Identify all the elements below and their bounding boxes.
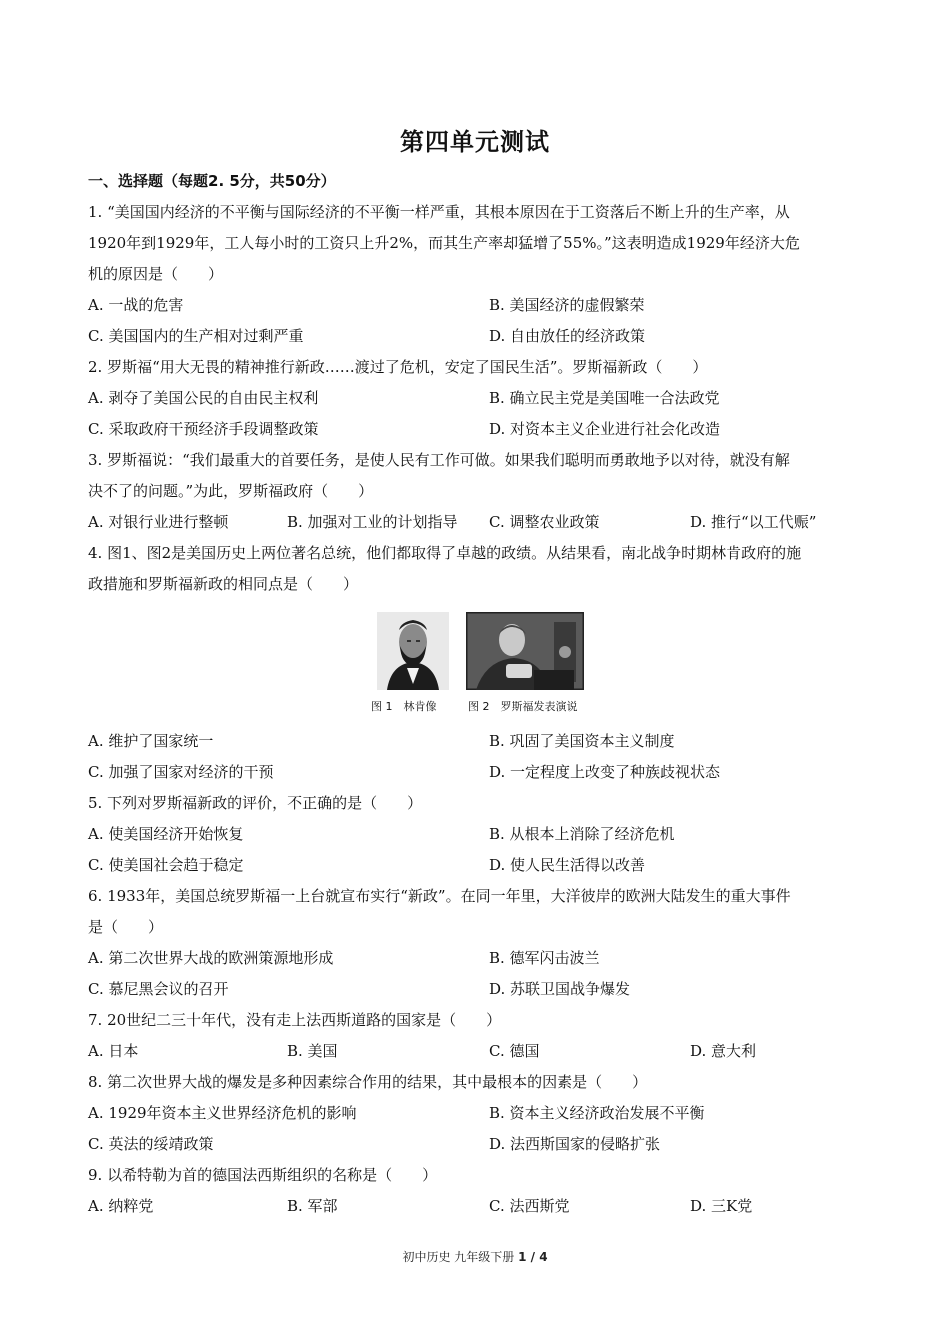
q5-option-c: C. 使美国社会趋于稳定: [88, 856, 244, 874]
question-8-line-1: 8. 第二次世界大战的爆发是多种因素综合作用的结果，其中最根本的因素是（ ）: [88, 1073, 648, 1091]
question-1-line-3: 机的原因是（ ）: [88, 265, 224, 283]
q7-option-c: C. 德国: [489, 1042, 540, 1060]
figure-2-caption: 图 2 罗斯福发表演说: [468, 700, 578, 713]
q6-option-b: B. 德军闪击波兰: [489, 949, 600, 967]
question-1-line-2: 1920年到1929年，工人每小时的工资只上升2%，而其生产率却猛增了55%。”这表明造成1929年经济大危: [88, 234, 800, 252]
question-4-figure: [373, 612, 593, 714]
q7-option-a: A. 日本: [88, 1042, 139, 1060]
figure-1-caption: 图 1 林肯像: [371, 700, 437, 713]
q3-option-a: A. 对银行业进行整顿: [88, 513, 229, 531]
lincoln-portrait-image: [377, 612, 449, 690]
q9-option-a: A. 纳粹党: [88, 1197, 154, 1215]
q4-option-a: A. 维护了国家统一: [88, 732, 214, 750]
question-7-line-1: 7. 20世纪二三十年代，没有走上法西斯道路的国家是（ ）: [88, 1011, 502, 1029]
q1-option-d: D. 自由放任的经济政策: [489, 327, 646, 345]
page-title: 第四单元测试: [400, 128, 550, 156]
section-heading: 一、选择题（每题2. 5分，共50分）: [88, 172, 336, 190]
q5-option-d: D. 使人民生活得以改善: [489, 856, 646, 874]
q7-option-d: D. 意大利: [690, 1042, 757, 1060]
q3-option-c: C. 调整农业政策: [489, 513, 600, 531]
q4-option-c: C. 加强了国家对经济的干预: [88, 763, 274, 781]
question-4-line-2: 政措施和罗斯福新政的相同点是（ ）: [88, 575, 359, 593]
question-1-line-1: 1. “美国国内经济的不平衡与国际经济的不平衡一样严重，其根本原因在于工资落后不断上升的生产率，从: [88, 203, 790, 221]
question-3-line-2: 决不了的问题。”为此，罗斯福政府（ ）: [88, 482, 374, 500]
q9-option-b: B. 军部: [287, 1197, 338, 1215]
q2-option-a: A. 剥夺了美国公民的自由民主权利: [88, 389, 319, 407]
q5-option-a: A. 使美国经济开始恢复: [88, 825, 244, 843]
q8-option-c: C. 英法的绥靖政策: [88, 1135, 214, 1153]
q4-option-b: B. 巩固了美国资本主义制度: [489, 732, 675, 750]
q8-option-a: A. 1929年资本主义世界经济危机的影响: [88, 1104, 357, 1122]
q2-option-d: D. 对资本主义企业进行社会化改造: [489, 420, 721, 438]
question-5-line-1: 5. 下列对罗斯福新政的评价，不正确的是（ ）: [88, 794, 423, 812]
q2-option-c: C. 采取政府干预经济手段调整政策: [88, 420, 319, 438]
question-2-line-1: 2. 罗斯福“用大无畏的精神推行新政……渡过了危机，安定了国民生活”。罗斯福新政（ ）: [88, 358, 708, 376]
q9-option-c: C. 法西斯党: [489, 1197, 570, 1215]
page-number: 1 / 4: [518, 1250, 548, 1264]
q6-option-c: C. 慕尼黑会议的召开: [88, 980, 229, 998]
q8-option-b: B. 资本主义经济政治发展不平衡: [489, 1104, 705, 1122]
q1-option-c: C. 美国国内的生产相对过剩严重: [88, 327, 304, 345]
q1-option-b: B. 美国经济的虚假繁荣: [489, 296, 645, 314]
q6-option-a: A. 第二次世界大战的欧洲策源地形成: [88, 949, 334, 967]
q3-option-d: D. 推行“以工代赈”: [690, 513, 817, 531]
q1-option-a: A. 一战的危害: [88, 296, 184, 314]
q6-option-d: D. 苏联卫国战争爆发: [489, 980, 631, 998]
question-9-line-1: 9. 以希特勒为首的德国法西斯组织的名称是（ ）: [88, 1166, 438, 1184]
q7-option-b: B. 美国: [287, 1042, 338, 1060]
roosevelt-speech-image: [466, 612, 584, 690]
question-6-line-1: 6. 1933年，美国总统罗斯福一上台就宣布实行“新政”。在同一年里，大洋彼岸的欧洲大陆发生的重大事件: [88, 887, 791, 905]
page-footer: [0, 1248, 950, 1265]
question-4-line-1: 4. 图1、图2是美国历史上两位著名总统，他们都取得了卓越的政绩。从结果看，南北战争时期林肯政府的施: [88, 544, 802, 562]
q8-option-d: D. 法西斯国家的侵略扩张: [489, 1135, 661, 1153]
q3-option-b: B. 加强对工业的计划指导: [287, 513, 458, 531]
q5-option-b: B. 从根本上消除了经济危机: [489, 825, 675, 843]
q2-option-b: B. 确立民主党是美国唯一合法政党: [489, 389, 720, 407]
footer-text: 初中历史 九年级下册: [402, 1250, 515, 1264]
question-6-line-2: 是（ ）: [88, 918, 164, 936]
q4-option-d: D. 一定程度上改变了种族歧视状态: [489, 763, 721, 781]
q9-option-d: D. 三K党: [690, 1197, 753, 1215]
question-3-line-1: 3. 罗斯福说：“我们最重大的首要任务，是使人民有工作可做。如果我们聪明而勇敢地予以对待，就没有解: [88, 451, 790, 469]
